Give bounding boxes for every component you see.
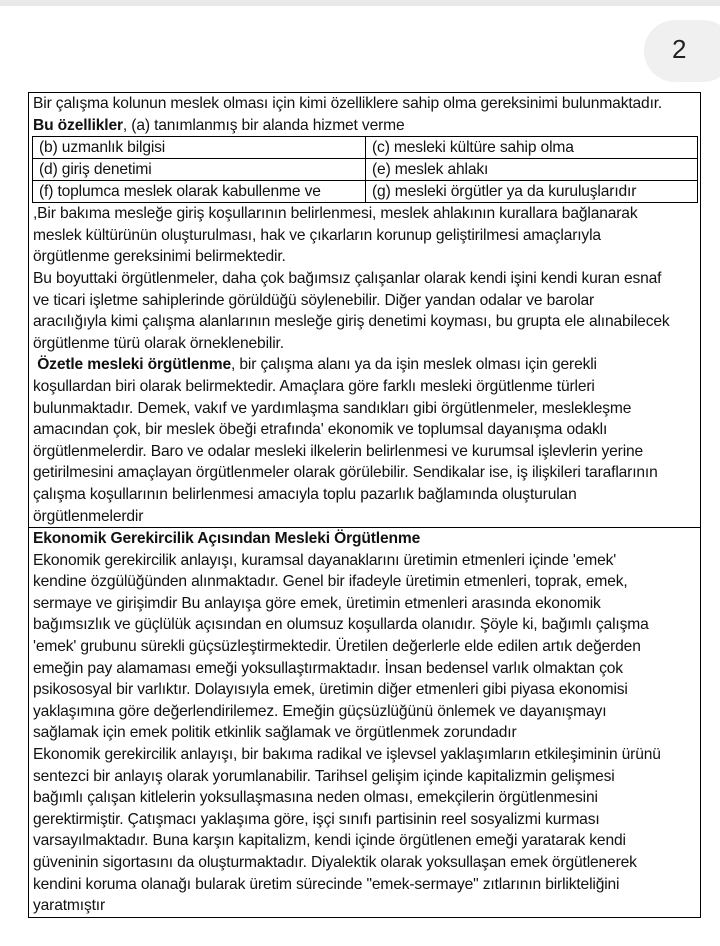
text-line: psikososyal bir varlıktır. Dolayısıyla emek, üretimin diğer etmenleri gibi piyasa ekonomisi [33,681,628,699]
paragraph-3 [33,354,697,527]
top-bar [0,0,720,6]
text-line: bağımlı çalışan kitlelerin yoksullaşmasına neden olması, emekçilerin örgütlenmesini [33,789,598,807]
text-line: aracılığıyla kimi çalışma alanlarının mesleğe giriş denetimi koyması, bu grupta ele alınabilecek [33,313,670,331]
table-cell: (e) meslek ahlakı [366,159,698,181]
text-line: ve ticari işletme sahiplerinde görüldüğü söylenebilir. Diğer yandan odalar ve barolar [33,291,595,309]
text-line: meslek kültürünün oluşturulması, hak ve çıkarların korunup geliştirilmesi amaçlarıyla [33,226,601,244]
text-line: yaratmıştır [33,897,105,915]
table-row [33,137,698,159]
document-frame [28,92,701,918]
text-line: emeğin pay alamaması emeği yoksullaştırmaktadır. İnsan bedensel varlık olmaktan çok [33,659,623,677]
paragraph-4 [33,528,697,744]
paragraph-1 [33,203,697,268]
features-line [33,115,697,137]
text-line: sentezci bir anlayış olarak yorumlanabilir. Tarihsel gelişim içinde kapitalizmin gelişmesi [33,767,615,785]
page-number: 2 [672,34,687,64]
text-line: varsayılmaktadır. Buna karşın kapitalizm, kendi içinde örgütlenen emeği yaratarak kendi [33,832,626,850]
table-cell: (d) giriş denetimi [33,159,366,181]
text-line: bulunmaktadır. Demek, vakıf ve yardımlaşma sandıkları gibi örgütlenmeler, meslekleşme [33,399,632,417]
text-line: gerektirmiştir. Çatışmacı yaklaşıma göre, işçi sınıfı partisinin reel sosyalizmi kurması [33,810,600,828]
section-economic-determinism [29,528,700,917]
table-row [33,159,698,181]
table-cell: (g) mesleki örgütler ya da kuruluşlarıdır [366,181,698,203]
heading-text: Ekonomik Gerekircilik Açısından Mesleki Örgütlenme [33,530,421,548]
text-line: örgütlenmelerdir [33,507,144,525]
features-rest: , (a) tanımlanmış bir alanda hizmet verme [122,116,405,134]
page-number-badge [644,20,720,82]
text-line: kendine özgülüğünden alınmaktadır. Genel bir ifadeyle üretimin etmenleri, toprak, emek, [33,573,628,591]
text-line: getirilmesini amaçlayan örgütlenmeler olarak görülebilir. Sendikalar ise, iş ilişkileri taraflarının [33,464,658,482]
text-line: Ekonomik gerekircilik anlayışı, bir bakıma radikal ve işlevsel yaklaşımların etkileşiminin ürünü [33,746,661,764]
text-line: yaklaşımına göre değerlendirilemez. Emeğin güçsüzlüğünü önlemek ve dayanışmayı [33,702,607,720]
text-line: çalışma koşullarının belirlenmesi amacıyla toplu pazarlık bağlamında oluşturulan [33,485,577,503]
section-professional-organization [29,93,700,528]
text-line: ,Bir bakıma mesleğe giriş koşullarının belirlenmesi, meslek ahlakının kurallara bağlanarak [33,205,638,223]
section-heading [33,528,697,550]
text-line: örgütlenmelerdir. Baro ve odalar mesleki ilkelerin belirlenmesi ve kurumsal işlevlerin yerine [33,442,644,460]
features-bold: Bu özellikler [33,116,123,134]
text-line: sermaye ve girişimdir Bu anlayışa göre emek, üretimin etmenleri arasında ekonomik [33,594,601,612]
text-line: koşullardan biri olarak belirmektedir. Amaçlara göre farklı mesleki örgütlenme türleri [33,377,595,395]
table-cell: (c) mesleki kültüre sahip olma [366,137,698,159]
summary-rest: , bir çalışma alanı ya da işin meslek olması için gerekli [231,356,597,374]
text-line [33,354,697,376]
text-line: bağımsızlık ve güçlülük açısından en olumsuz koşullarda olanıdır. Şöyle ki, bağımlı çalışma [33,616,649,634]
text-line: 'emek' grubunu sürekli güçsüzleştirmektedir. Üretilen değerlerle elde edilen artık değerden [33,638,641,656]
text-line: örgütlenme gereksinimi belirmektedir. [33,248,286,266]
table-row [33,181,698,203]
paragraph-2 [33,268,697,354]
text-line: güveninin sigortasını da oluşturmaktadır. Diyalektik olarak yoksullaşan emek örgütlenerek [33,854,637,871]
intro-text: Bir çalışma kolunun meslek olması için kimi özelliklere sahip olma gereksinimi bulunmaktadır. [33,95,663,112]
paragraph-5 [33,744,697,917]
table-cell: (b) uzmanlık bilgisi [33,137,366,159]
table-cell: (f) toplumca meslek olarak kabullenme ve [33,181,366,203]
text-line: Bu boyuttaki örgütlenmeler, daha çok bağımsız çalışanlar olarak kendi işini kendi kuran esnaf [33,269,662,287]
text-line: sağlamak için emek politik etkinlik sağlamak ve örgütlenmek zorundadır [33,724,517,742]
intro-block [33,93,697,136]
summary-bold: Özetle mesleki örgütlenme [37,356,232,374]
text-line: Ekonomik gerekircilik anlayışı, kuramsal dayanaklarını üretimin etmenleri içinde 'emek' [33,551,617,569]
text-line: kendini koruma olanağı bularak üretim sürecinde "emek-sermaye" zıtlarının birlikteliğini [33,875,620,893]
features-table [32,136,698,203]
text-line: amacından çok, bir meslek öbeği etrafında' ekonomik ve toplumsal dayanışma odaklı [33,421,608,439]
text-line: örgütlenme türü olarak örneklenebilir. [33,334,284,352]
